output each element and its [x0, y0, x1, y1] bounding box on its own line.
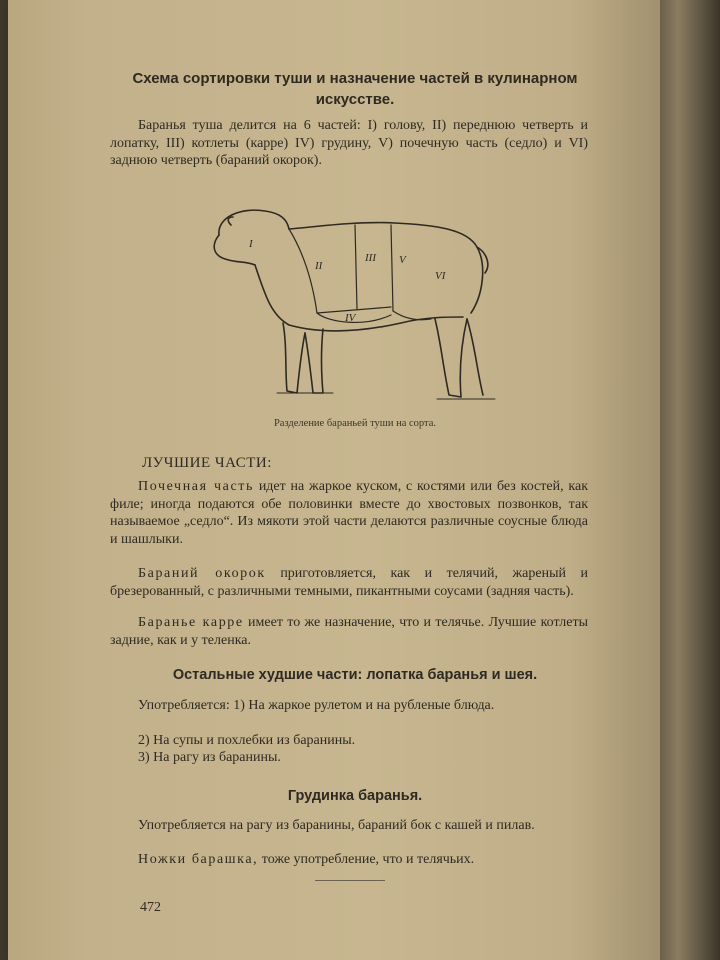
brisket-heading: Грудинка баранья.	[287, 788, 423, 804]
label-V: V	[399, 254, 406, 266]
label-II: II	[315, 260, 323, 272]
page-edge	[660, 0, 720, 960]
footer-rule	[315, 880, 385, 881]
best-text-2: приготовляется, как и телячий, жареный и брезерованный, с различными темными, пикантными соусами (задняя часть).	[110, 566, 588, 599]
best-term-2: Бараний окорок	[138, 566, 266, 581]
best-text-1: идет на жаркое куском, с костями или без костей, как филе; иногда подаются обе половинки вместе до хвостовых позвонков, так называемое „седло“. Из мякоти этой части делаются различные соусные блюда и шашлыки.	[110, 479, 588, 547]
brisket-text: тоже употребление, что и телячьих.	[258, 852, 475, 867]
brisket-term: Ножки барашка,	[138, 852, 259, 867]
brisket-line-2	[110, 851, 588, 869]
best-text-3: имеет то же назначение, что и телячье. Лучшие котлеты задние, как и у теленка.	[110, 615, 588, 648]
best-paragraph-3	[110, 614, 588, 649]
other-line-1: Употребляется: 1) На жаркое рулетом и на рубленые блюда.	[138, 698, 495, 713]
other-line-3: 3) На рагу из баранины.	[138, 750, 281, 765]
best-parts-heading: ЛУЧШИЕ ЧАСТИ:	[142, 455, 272, 471]
label-VI: VI	[435, 270, 446, 282]
sheep-carcass-diagram	[205, 195, 505, 415]
label-I: I	[249, 238, 253, 250]
label-IV: IV	[345, 312, 356, 324]
best-term-3: Баранье карре	[138, 615, 244, 630]
page-number: 472	[140, 900, 161, 915]
figure-caption: Разделение бараньей туши на сорта.	[273, 418, 437, 429]
other-line-2: 2) На супы и похлебки из баранины.	[138, 733, 356, 748]
best-paragraph-1	[110, 478, 588, 548]
other-parts-heading: Остальные худшие части: лопатка баранья и шея.	[172, 667, 538, 683]
label-III: III	[365, 252, 376, 264]
best-term-1: Почечная часть	[138, 479, 255, 494]
best-paragraph-2	[110, 565, 588, 600]
page-title: Схема сортировки туши и назначение частей в кулинарном искусстве.	[132, 70, 578, 108]
brisket-line-1: Употребляется на рагу из баранины, бараний бок с кашей и пилав.	[138, 818, 535, 833]
intro-paragraph: Баранья туша делится на 6 частей: I) голову, II) переднюю четверть и лопатку, III) котлеты (карре) IV) грудину, V) почечную часть (седло) и VI) заднюю четверть (бараний окорок).	[110, 118, 588, 168]
